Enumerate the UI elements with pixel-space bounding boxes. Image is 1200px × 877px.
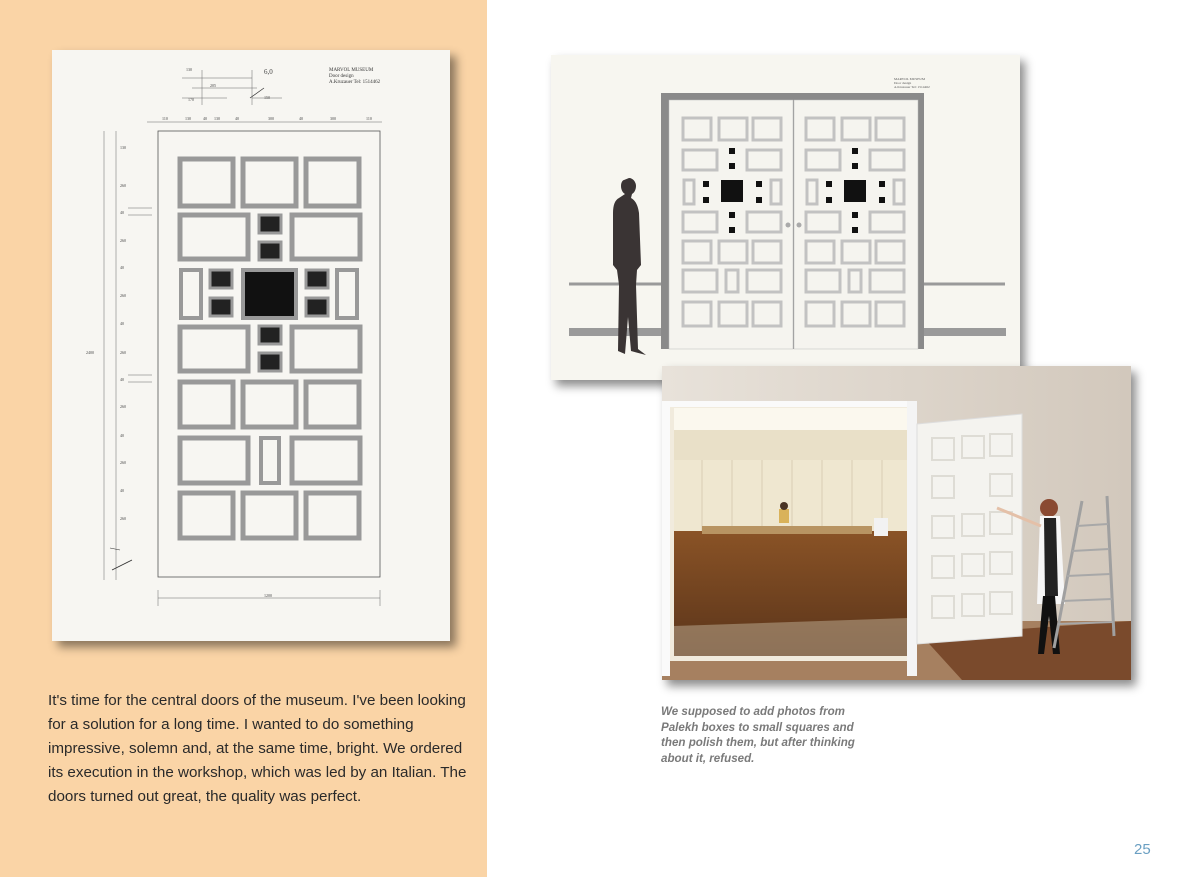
dim-label: 260 <box>120 183 126 188</box>
dim-label: 40 <box>235 116 239 121</box>
elevation-title-block <box>894 77 930 89</box>
dim-label: 260 <box>120 350 126 355</box>
dim-label: 260 <box>120 238 126 243</box>
dim-label: 40 <box>203 116 207 121</box>
drawing-title-block <box>329 68 380 86</box>
dim-label: 40 <box>120 321 124 326</box>
main-text: It's time for the central doors of the museum. I've been looking for a solution for a long time. I wanted to do something impressive, solemn and, at the same time, bright. We ordered its execution in the workshop, which was led by an Italian. The doors turned out great, the quality was perfect. <box>48 692 467 805</box>
photo-caption: We supposed to add photos from Palekh boxes to small squares and then polish them, but after thinking about it, refused. <box>661 705 855 765</box>
dim-label: 260 <box>120 516 126 521</box>
page-number: 25 <box>1134 841 1151 858</box>
drawing-title-line: MARVOL MUSEUM <box>329 68 374 73</box>
drawing-svg <box>52 50 450 641</box>
elevation-title-line: MARVOL MUSEUM <box>894 77 925 81</box>
installation-photo <box>662 366 1131 680</box>
dim-total-width: 1200 <box>264 593 272 598</box>
dim-label: 300 <box>268 116 274 121</box>
dim-label: 300 <box>330 116 336 121</box>
elevation-title-line: A.Kruzauer Tel: 1514462 <box>894 85 930 89</box>
dim-total-height: 2400 <box>86 350 94 355</box>
dim-label: 130 <box>120 145 126 150</box>
dim-label: 40 <box>120 265 124 270</box>
dim-label: 110 <box>366 116 372 121</box>
dim-label: 130 <box>214 116 220 121</box>
dim-label: 130 <box>186 67 192 72</box>
dim-label: 40 <box>299 116 303 121</box>
dim-label: 150 <box>264 95 270 100</box>
dim-label: 260 <box>120 404 126 409</box>
dim-label: 205 <box>210 83 216 88</box>
dim-label: 40 <box>120 377 124 382</box>
elevation-svg <box>551 55 1020 380</box>
dim-label: 40 <box>120 210 124 215</box>
dim-label: 260 <box>120 460 126 465</box>
dim-label: 170 <box>188 97 194 102</box>
photo-svg <box>662 366 1131 680</box>
drawing-title-line: A.Kruzauer Tel: 1514462 <box>329 80 381 85</box>
dim-label: 110 <box>162 116 168 121</box>
dim-label: 260 <box>120 293 126 298</box>
handwritten-note: 6,0 <box>264 68 273 76</box>
door-technical-drawing <box>52 50 450 641</box>
dim-label: 40 <box>120 433 124 438</box>
door-elevation-drawing <box>551 55 1020 380</box>
dim-label: 130 <box>185 116 191 121</box>
drawing-title-line: Door design <box>329 74 354 79</box>
elevation-title-line: Door design <box>894 81 912 85</box>
dim-label: 40 <box>120 488 124 493</box>
